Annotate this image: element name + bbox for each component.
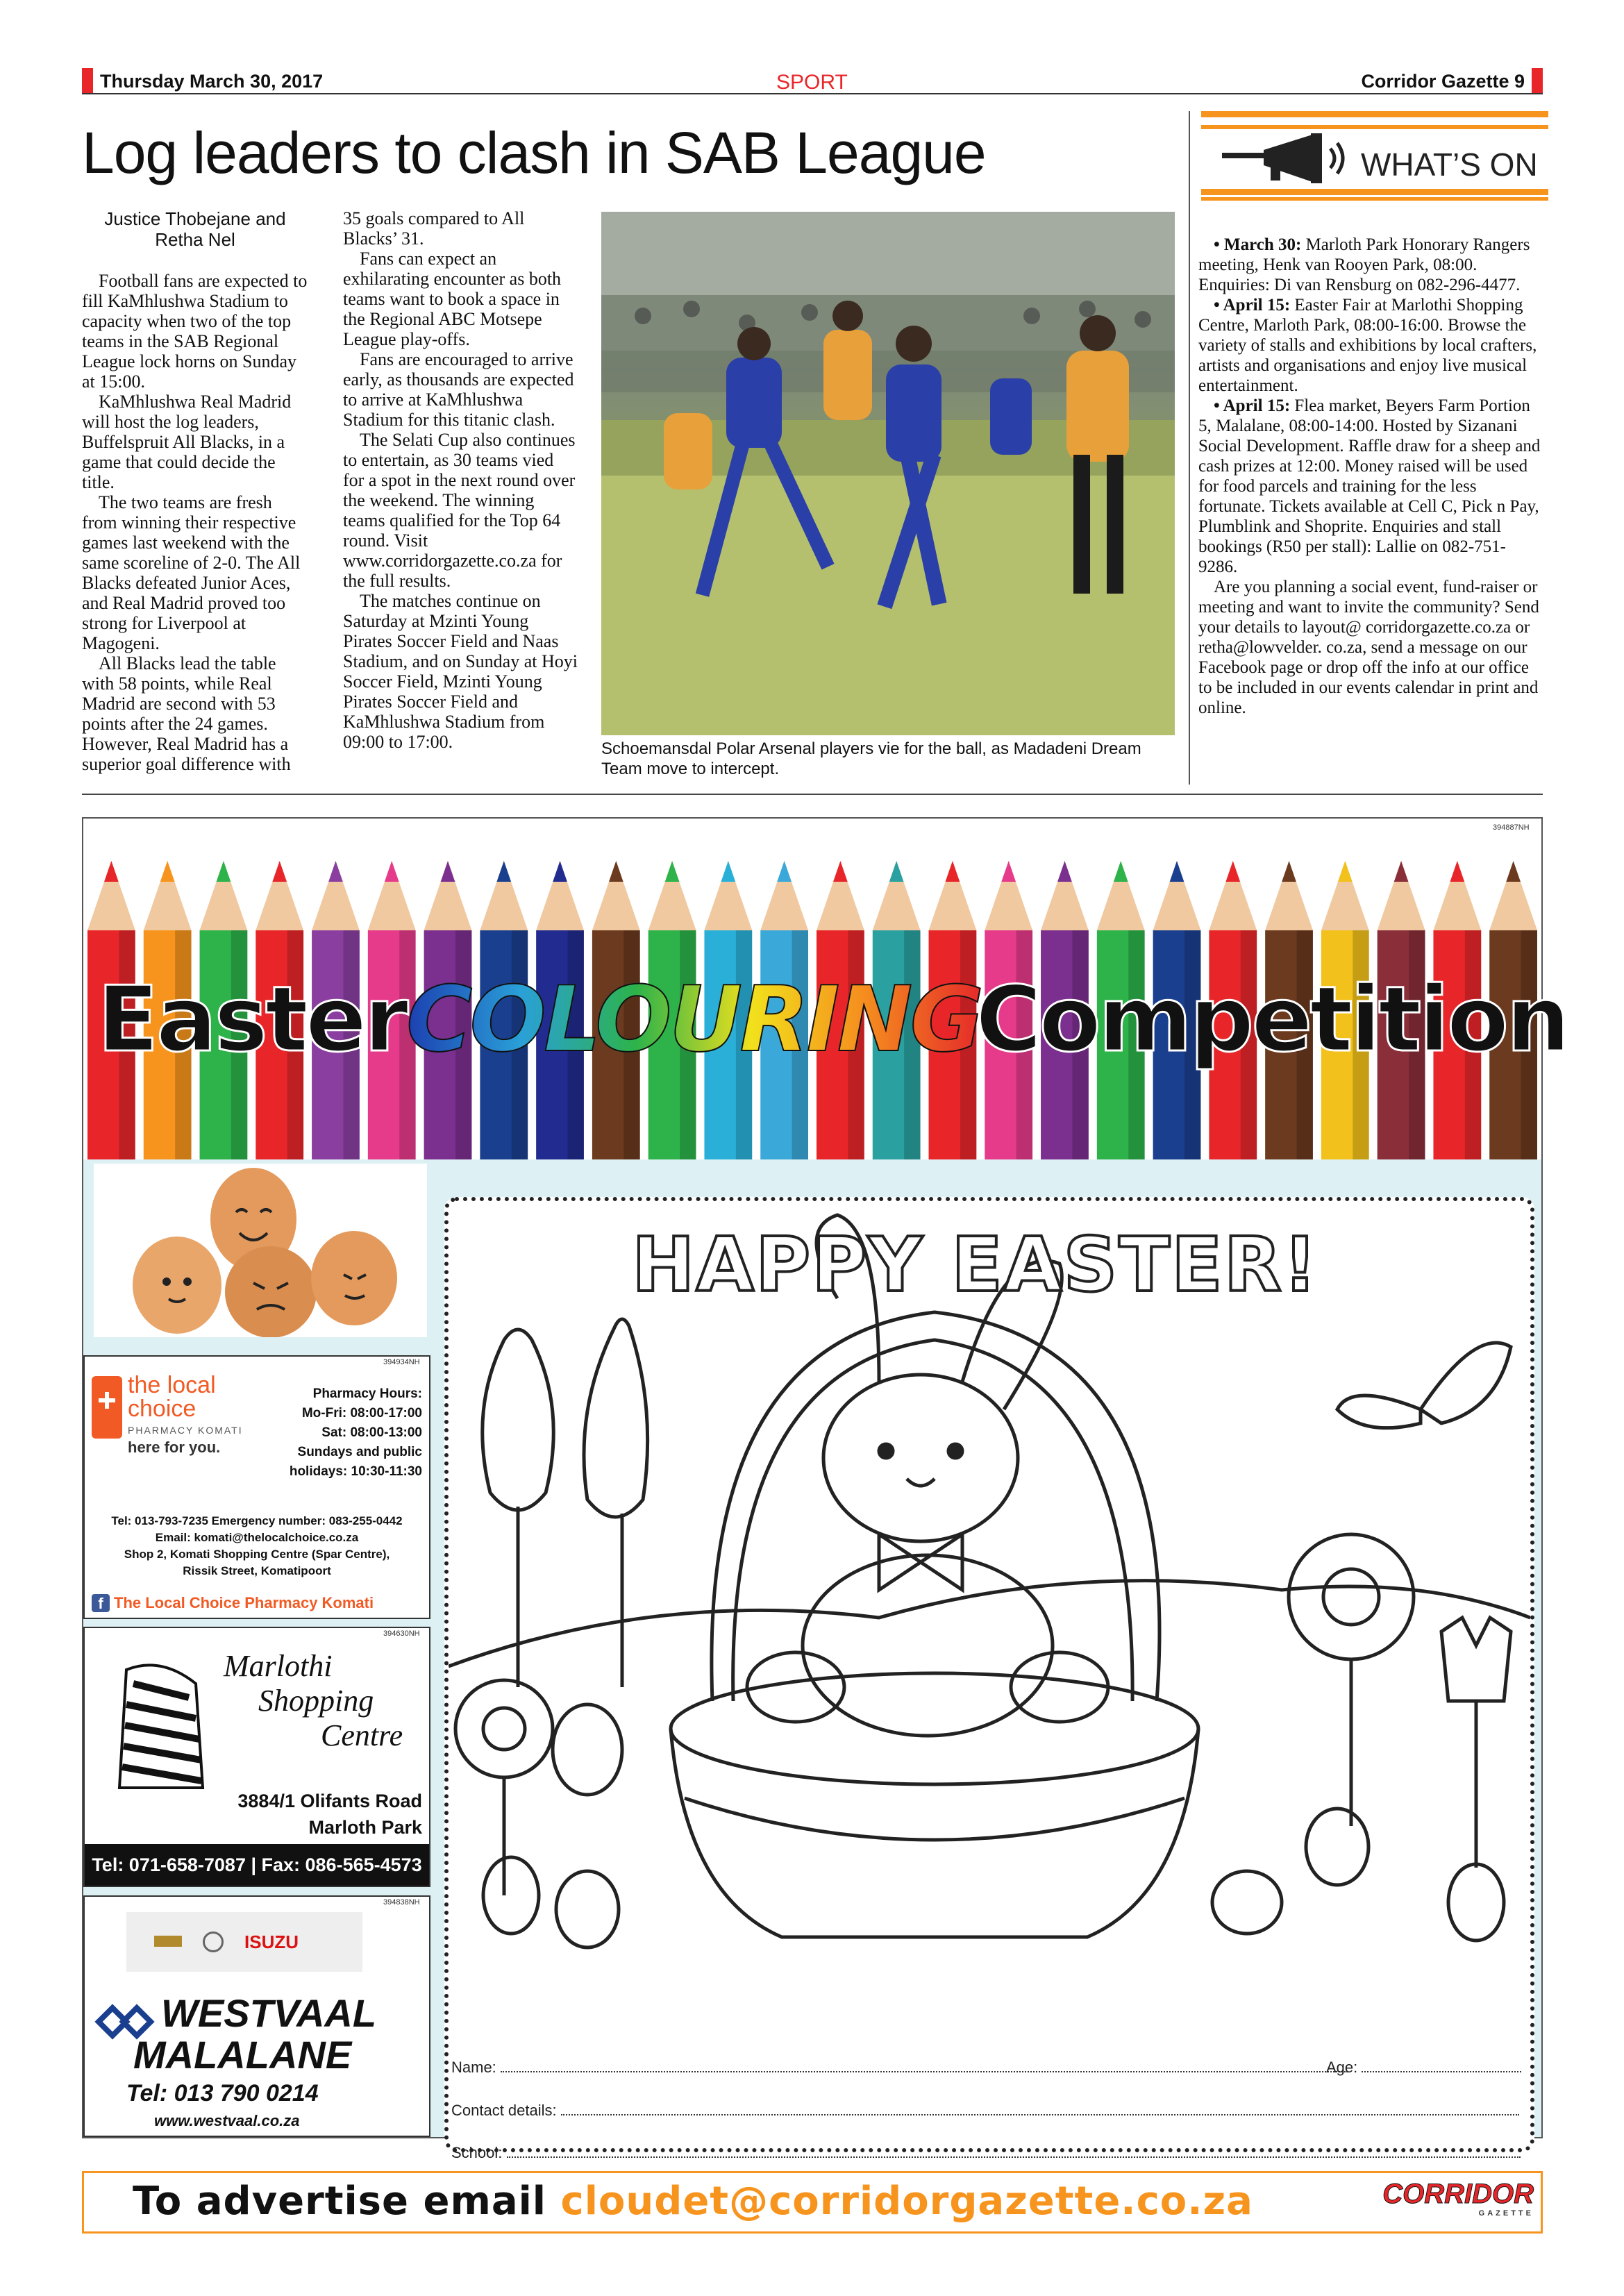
whats-on-header bbox=[1201, 111, 1548, 201]
soccer-photo-illustration bbox=[601, 212, 1175, 735]
pharmacy-hours bbox=[290, 1384, 422, 1482]
event-date: • April 15: bbox=[1214, 296, 1291, 315]
hours-line: Sundays and public bbox=[297, 1445, 422, 1459]
pharmacy-tagline: here for you. bbox=[128, 1439, 221, 1456]
byline-line-2: Retha Nel bbox=[155, 229, 235, 250]
corridor-logo-text: CORRIDOR bbox=[1382, 2179, 1534, 2209]
hours-line: Sat: 08:00-13:00 bbox=[321, 1425, 422, 1440]
ad-reference: 394838NH bbox=[383, 1898, 420, 1907]
school-input-line[interactable] bbox=[507, 2156, 1521, 2158]
name-label: Name: bbox=[451, 2059, 496, 2076]
article-headline: Log leaders to clash in SAB League bbox=[82, 120, 986, 185]
contact-label: Contact details: bbox=[451, 2102, 557, 2119]
column-divider bbox=[1189, 111, 1190, 785]
marlothi-name-line: Shopping bbox=[258, 1684, 374, 1718]
pharmacy-email: Email: komati@thelocalchoice.co.za bbox=[155, 1531, 359, 1544]
event-text: Easter Fair at Marlothi Shopping Centre, Marloth Park, 08:00-16:00. Browse the variety of stalls and exhibitions by local crafters, artists and organisations and enjoy live musical entertainment. bbox=[1198, 296, 1537, 395]
logo-line-2: choice bbox=[128, 1396, 196, 1422]
ad-reference: 394934NH bbox=[383, 1358, 420, 1366]
contact-input-line[interactable] bbox=[561, 2114, 1519, 2115]
title-competition: Competition bbox=[976, 966, 1568, 1072]
marlothi-name-line: Marlothi bbox=[224, 1649, 333, 1683]
age-input-line[interactable] bbox=[1362, 2071, 1521, 2072]
event-date: • April 15: bbox=[1214, 396, 1291, 415]
header-accent-bar-left bbox=[82, 68, 93, 93]
pharmacy-contact bbox=[85, 1513, 429, 1579]
article-column-1 bbox=[82, 208, 308, 774]
page-header bbox=[82, 68, 1543, 94]
logo-line-1: the local bbox=[128, 1372, 216, 1398]
paragraph: Fans can expect an exhilarating encounter as both teams want to book a space in the Regional ABC Motsepe League play-offs. bbox=[343, 249, 562, 349]
westvaal-location: MALALANE bbox=[133, 2033, 352, 2077]
marlothi-address bbox=[237, 1788, 422, 1841]
article-column-2 bbox=[343, 208, 579, 752]
form-school-field[interactable] bbox=[451, 2144, 1521, 2162]
form-contact-field[interactable] bbox=[451, 2102, 1519, 2120]
event-item bbox=[1198, 235, 1543, 295]
paragraph: The two teams are fresh from winning their respective games last weekend with the same scoreline of 2-0. The All Blacks defeated Junior Aces, and Real Madrid proved too strong for Liverpool at Magogeni. bbox=[82, 492, 301, 653]
paragraph: Fans are encouraged to arrive early, as thousands are expected to arrive at KaMhlushwa Stadium for this titanic clash. bbox=[343, 349, 574, 430]
corridor-logo-sub: GAZETTE bbox=[1478, 2209, 1534, 2218]
paragraph: Football fans are expected to fill KaMhlushwa Stadium to capacity when two of the top teams in the SAB Regional League lock horns on Sunday at 15:00. bbox=[82, 271, 308, 392]
pharmacy-logo-text bbox=[128, 1373, 216, 1421]
header-accent-bar-right bbox=[1532, 68, 1543, 93]
event-text: Marloth Park Honorary Rangers meeting, Henk van Rooyen Park, 08:00. Enquiries: Di van Rensburg on 082-296-4477. bbox=[1198, 235, 1530, 294]
orange-stripe bbox=[1201, 111, 1548, 117]
paragraph: The matches continue on Saturday at Mzinti Young Pirates Soccer Field and Naas Stadium, and on Sunday at Hoyi Soccer Field, Mzinti Young Pirates Soccer Field and KaMhlushwa Stadium from 09:00 to 17:00. bbox=[343, 591, 578, 752]
issue-date: Thursday March 30, 2017 bbox=[100, 71, 324, 92]
whats-on-footer: Are you planning a social event, fund-raiser or meeting and want to invite the community? Send your details to layout@ corridorgazette.co.za or retha@lowvelder. co.za, send a message on our Facebook page or drop off the info at our office to be included in our events calendar in print and online. bbox=[1198, 578, 1539, 717]
pharmacy-facebook: The Local Choice Pharmacy Komati bbox=[114, 1594, 374, 1611]
paragraph: 35 goals compared to All Blacks’ 31. bbox=[343, 208, 525, 249]
plus-icon bbox=[92, 1376, 122, 1439]
title-easter: Easter bbox=[97, 966, 406, 1072]
advertise-label: To advertise email bbox=[133, 2179, 546, 2224]
megaphone-icon bbox=[1222, 132, 1354, 187]
marlothi-ad bbox=[83, 1627, 430, 1887]
form-name-field[interactable] bbox=[451, 2059, 1348, 2077]
hours-line: holidays: 10:30-11:30 bbox=[289, 1464, 422, 1479]
eggs-picture bbox=[94, 1164, 427, 1337]
marlothi-name-line: Centre bbox=[321, 1718, 403, 1752]
advertise-email-link[interactable]: cloudet@corridorgazette.co.za bbox=[560, 2179, 1253, 2224]
pharmacy-address: Rissik Street, Komatipoort bbox=[183, 1564, 331, 1577]
orange-stripe bbox=[1201, 125, 1548, 129]
happy-easter-heading: HAPPY EASTER! bbox=[632, 1222, 1319, 1309]
paragraph: The Selati Cup also continues to entertain, as 30 teams vied for a spot in the next round over the weekend. The winning teams qualified for the Top 64 round. Visit www.corridorgazette.co.za for the full results. bbox=[343, 430, 576, 591]
colouring-sheet bbox=[444, 1197, 1534, 2152]
advertise-footer bbox=[82, 2171, 1543, 2234]
soccer-photo bbox=[601, 212, 1175, 735]
event-date: • March 30: bbox=[1214, 235, 1302, 254]
page-number: Corridor Gazette 9 bbox=[1361, 71, 1525, 92]
title-colouring: COLOURING bbox=[406, 966, 982, 1072]
easter-bunny-basket-outline bbox=[449, 1201, 1530, 2148]
school-label: School: bbox=[451, 2144, 503, 2161]
whats-on-title: WHAT’S ON bbox=[1361, 146, 1538, 183]
byline bbox=[82, 208, 308, 250]
cartoon-eggs-illustration bbox=[94, 1164, 427, 1337]
name-input-line[interactable] bbox=[501, 2071, 1348, 2072]
ad-reference: 394630NH bbox=[383, 1629, 420, 1638]
westvaal-ad bbox=[83, 1895, 430, 2137]
age-label: Age: bbox=[1326, 2059, 1358, 2076]
westvaal-web: www.westvaal.co.za bbox=[154, 2112, 300, 2129]
orange-stripe bbox=[1201, 189, 1548, 195]
marlothi-contact: Tel: 071-658-7087 | Fax: 086-565-4573 bbox=[85, 1844, 429, 1886]
event-item bbox=[1198, 396, 1543, 577]
westvaal-tel: Tel: 013 790 0214 bbox=[126, 2080, 319, 2106]
westvaal-name: WESTVAAL bbox=[161, 1991, 377, 2035]
form-age-field[interactable] bbox=[1326, 2059, 1521, 2077]
isuzu-logo: ISUZU bbox=[244, 1932, 299, 1952]
pharmacy-ad bbox=[83, 1355, 430, 1619]
chevrolet-icon bbox=[154, 1936, 182, 1947]
pharmacy-tel: Tel: 013-793-7235 Emergency number: 083-255-0442 bbox=[111, 1514, 403, 1527]
zebra-icon bbox=[99, 1656, 224, 1795]
marlothi-name bbox=[224, 1649, 403, 1753]
marlothi-address-line: Marloth Park bbox=[308, 1817, 422, 1838]
opel-icon bbox=[203, 1932, 224, 1952]
pharmacy-address: Shop 2, Komati Shopping Centre (Spar Centre), bbox=[124, 1548, 390, 1561]
paragraph: KaMhlushwa Real Madrid will host the log leaders, Buffelspruit All Blacks, in a game that could decide the title. bbox=[82, 392, 292, 492]
event-text: Flea market, Beyers Farm Portion 5, Malalane, 08:00-14:00. Hosted by Sizanani Social Development. Raffle draw for a sheep and cash prizes at 12:00. Money raised will be used for food parcels and training for the less fortunate. Tickets available at Cell C, Pick n Pay, Plumblink and Shoprite. Enquiries and stall bookings (R50 per stall): Lallie on 082-751-9286. bbox=[1198, 396, 1541, 576]
car-brands-logos bbox=[126, 1912, 362, 1972]
corridor-gazette-logo bbox=[1374, 2179, 1534, 2220]
pharmacy-logo-sub: PHARMACY KOMATI bbox=[128, 1425, 243, 1436]
ad-reference: 394887NH bbox=[1493, 823, 1530, 832]
byline-line-1: Justice Thobejane and bbox=[104, 208, 286, 229]
hours-line: Mo-Fri: 08:00-17:00 bbox=[301, 1406, 422, 1421]
whats-on-listing bbox=[1198, 235, 1543, 718]
event-item bbox=[1198, 295, 1543, 396]
paragraph: All Blacks lead the table with 58 points, while Real Madrid are second with 53 points after the 24 games. However, Real Madrid has a superior goal difference with bbox=[82, 653, 291, 774]
facebook-icon: f bbox=[92, 1594, 110, 1612]
orange-stripe bbox=[1201, 197, 1548, 201]
photo-caption: Schoemansdal Polar Arsenal players vie for the ball, as Madadeni Dream Team move to intercept. bbox=[601, 739, 1141, 778]
marlothi-address-line: 3884/1 Olifants Road bbox=[237, 1791, 422, 1811]
section-divider bbox=[82, 794, 1543, 795]
advertise-text bbox=[133, 2179, 1253, 2224]
section-label: SPORT bbox=[776, 71, 848, 94]
hours-title: Pharmacy Hours: bbox=[312, 1386, 422, 1401]
